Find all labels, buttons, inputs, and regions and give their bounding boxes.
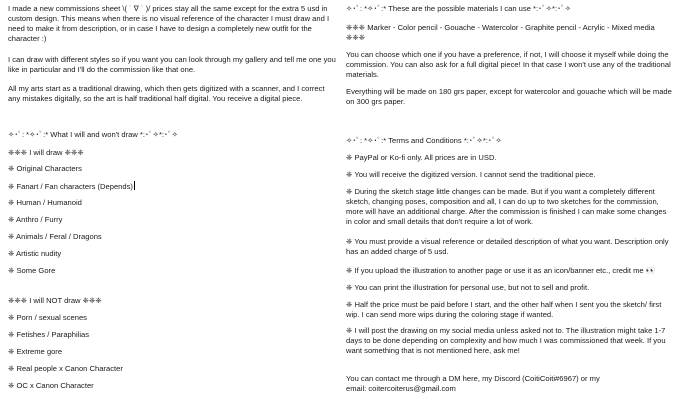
will-item-fanart-text: ❈ Fanart / Fan characters (Depends) (8, 182, 133, 191)
wont-draw-label: ❈❈❈ I will NOT draw ❈❈❈ (8, 296, 102, 305)
will-item-original-characters: ❈ Original Characters (8, 164, 82, 173)
text-cursor (134, 181, 135, 190)
will-item-human: ❈ Human / Humanoid (8, 198, 82, 207)
will-item-fanart (8, 181, 336, 192)
intro-paragraph-1: I made a new commissions sheet \( ˙ ∇ ˙ )/ prices stay all the same except for the extra 5 usd in custom design. This means when there is no visual reference of the character I must draw and I need to make it from description, or in case I have to design a completely new outfit for the character :) (8, 4, 330, 44)
materials-heading: ✧･ﾟ: *✧･ﾟ:* These are the possible materials I can use *:･ﾟ✧*:･ﾟ✧ (346, 4, 572, 13)
materials-paragraph-2: Everything will be made on 180 grs paper, except for watercolor and gouache which will be made on 300 grs paper. (346, 87, 672, 107)
term-print: ❈ You can print the illustration for personal use, but not to sell and profit. (346, 283, 590, 292)
term-half-price: ❈ Half the price must be paid before I start, and the other half when I sent you the sketch/ first wip. I can send more wips during the coloring stage if wanted. (346, 300, 662, 320)
will-item-gore: ❈ Some Gore (8, 266, 56, 275)
term-credit (346, 266, 674, 277)
term-sketch-changes: ❈ During the sketch stage little changes can be made. But if you want a completely different sketch, changing poses, composition and all, I can do up to two sketches for the commission, more will have an additional charge. After the commission is finished I can make some changes in color and small details that don't require a lot of work. (346, 187, 667, 227)
will-item-animals: ❈ Animals / Feral / Dragons (8, 232, 102, 241)
wont-item-porn: ❈ Porn / sexual scenes (8, 313, 87, 322)
contact-line-1: You can contact me through a DM here, my Discord (CoitiCoiti#6967) or my (346, 374, 600, 383)
contact-line-2: email: coitercoiterus@gmail.com (346, 384, 456, 393)
term-credit-text: ❈ If you upload the illustration to another page or use it as an icon/banner etc., credit me (346, 266, 644, 275)
materials-paragraph-1: You can choose which one if you have a preference, if not, I will choose it myself while doing the commission. You can also ask for a full digital piece! In that case I won't use any of the traditional materials. (346, 50, 671, 80)
wont-item-fetishes: ❈ Fetishes / Paraphilias (8, 330, 90, 339)
wont-item-real-people: ❈ Real people x Canon Character (8, 364, 123, 373)
will-item-anthro: ❈ Anthro / Furry (8, 215, 63, 224)
wont-item-oc-canon: ❈ OC x Canon Character (8, 381, 94, 390)
will-wont-heading: ✧･ﾟ: *✧･ﾟ:* What I will and won't draw *:･ﾟ✧*:･ﾟ✧ (8, 130, 178, 139)
eyes-emoji-icon: 👀 (645, 266, 656, 275)
materials-list: ❈❈❈ Marker - Color pencil - Gouache - Watercolor - Graphite pencil - Acrylic - Mixed media ❈❈❈ (346, 23, 655, 43)
term-social-media: ❈ I will post the drawing on my social media unless asked not to. The illustration might take 1-7 days to be done depending on complexity and how much I was commissioned that week. If you want something that is not mentioned here, ask me! (346, 326, 666, 356)
will-draw-label: ❈❈❈ I will draw ❈❈❈ (8, 148, 84, 157)
wont-item-extreme-gore: ❈ Extreme gore (8, 347, 63, 356)
term-digitized: ❈ You will receive the digitized version. I cannot send the traditional piece. (346, 170, 596, 179)
intro-paragraph-3: All my arts start as a traditional drawing, which then gets digitized with a scanner, and I correct any mistakes digitally, so the art is half traditional half digital. You receive a digital piece. (8, 84, 325, 104)
term-payment: ❈ PayPal or Ko-fi only. All prices are in USD. (346, 153, 497, 162)
term-reference: ❈ You must provide a visual reference or detailed description of what you want. Description only has an added charge of 5 usd. (346, 237, 669, 257)
terms-heading: ✧･ﾟ: *✧･ﾟ:* Terms and Conditions *:･ﾟ✧*:･ﾟ✧ (346, 136, 502, 145)
intro-paragraph-2: I can draw with different styles so if you want you can look through my gallery and tell me one you like in particular and I'll do the commission like that one. (8, 55, 336, 75)
will-item-nudity: ❈ Artistic nudity (8, 249, 62, 258)
